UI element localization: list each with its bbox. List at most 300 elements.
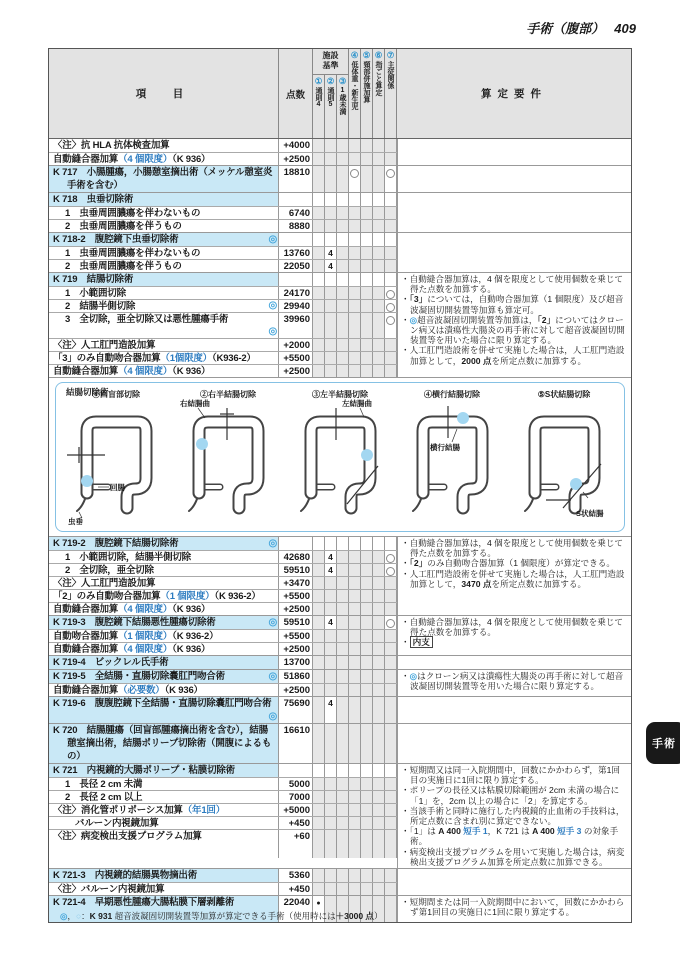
flag-cell [385, 577, 397, 589]
item-cell [49, 551, 279, 563]
note-line [401, 897, 628, 917]
circle-mark [386, 290, 395, 299]
flag-cell [385, 724, 397, 763]
item-cell [49, 830, 279, 858]
diagram-sublabel: 回腸 [110, 483, 125, 492]
flag-cell [373, 166, 385, 192]
diagram-row [49, 377, 631, 537]
text-segment: ・当該手術と同時に施行した内視鏡的止血術の手技料は，所定点数に含まれ別に算定できない。 [401, 805, 625, 827]
table-block [49, 192, 631, 232]
flag-column-label: 1歳未満 [339, 87, 346, 115]
flag-cell [325, 804, 337, 816]
text-segment: （1 個限度） [160, 591, 215, 602]
flag-cell [361, 684, 373, 696]
item-cell [49, 577, 279, 589]
table-lower-section [49, 537, 631, 922]
table-row [49, 364, 397, 377]
flag-cell [313, 603, 325, 615]
flag-cell [373, 537, 385, 550]
item-cell [49, 791, 279, 803]
flag-cell [373, 791, 385, 803]
table-row [49, 351, 397, 364]
notes-cell [397, 764, 631, 868]
item-cell [49, 684, 279, 696]
flag-cell [385, 817, 397, 829]
flag-column-label: 頸部併施加算 [363, 61, 370, 103]
text-segment: 自動縫合器加算 [53, 604, 119, 615]
points-cell: +450 [279, 817, 313, 829]
text-segment: については，自動吻合器加算（1 個限度）及び超音波凝固切開装置等加算も算定可。 [410, 294, 624, 315]
item-cell [49, 643, 279, 655]
text-segment: （年1回） [182, 805, 226, 816]
flag-cell [385, 590, 397, 602]
flag-cell [385, 643, 397, 655]
flag-cell [325, 724, 337, 763]
flag-cell [349, 577, 361, 589]
flag-cell [325, 817, 337, 829]
item-cell [49, 564, 279, 576]
item-cell [49, 869, 279, 882]
text-segment: （K936-2） [211, 353, 256, 364]
text-segment: ＋3000 点 [335, 911, 374, 921]
text-segment: （4 個限度） [118, 644, 173, 655]
points-cell: +2500 [279, 603, 313, 615]
flag-cell [337, 313, 349, 338]
flag-cell [361, 207, 373, 219]
flag-cell [313, 577, 325, 589]
circled-number: ⑦ [386, 50, 395, 60]
text-segment: 内支 [410, 636, 433, 648]
flag-cell [373, 804, 385, 816]
flag-cell [349, 643, 361, 655]
flag-cell [337, 656, 349, 669]
colon-svg-transverse [400, 398, 504, 526]
flag-cell [313, 778, 325, 790]
flag-cell [349, 551, 361, 563]
flag-cell [361, 656, 373, 669]
table-row [49, 563, 397, 576]
flag-column-header [325, 75, 337, 138]
flag-cell [337, 616, 349, 629]
flag-cell [337, 778, 349, 790]
flag-column-header [385, 49, 397, 138]
text-segment: 2 虫垂周囲膿瘍を伴うもの [65, 221, 182, 232]
text-segment: K 721 は [496, 826, 533, 837]
column-header-flags [313, 49, 397, 138]
points-cell: +5500 [279, 590, 313, 602]
text-segment: （4 個限度） [118, 366, 173, 377]
flag-cell [361, 193, 373, 206]
points-cell: 24170 [279, 287, 313, 299]
table-row [49, 550, 397, 563]
circle-mark [386, 316, 395, 325]
text-segment: A 400 [532, 826, 558, 837]
flag-cell [385, 603, 397, 615]
table-row [49, 299, 397, 312]
flag-cell [361, 630, 373, 642]
table-row [49, 616, 397, 629]
text-segment: 〈注〉人工肛門造設加算 [53, 340, 156, 351]
text-segment: K 721-4 早期悪性腫瘍大腸粘膜下層剥離術 [53, 897, 235, 909]
points-cell: 18810 [279, 166, 313, 192]
notes-cell [397, 233, 631, 272]
flag-cell [385, 287, 397, 299]
diagram-sublabel: 横行結腸 [430, 443, 460, 452]
flag-cell [337, 233, 349, 246]
flag-cell [337, 804, 349, 816]
facility-standard-group [313, 49, 349, 138]
flag-cell [313, 339, 325, 351]
colon-diagram-box [55, 382, 625, 532]
page-number: 409 [614, 21, 636, 36]
circle-mark [386, 303, 395, 312]
item-cell [49, 590, 279, 602]
notes-cell [397, 697, 631, 723]
flag-cell [325, 630, 337, 642]
flag-cell [385, 564, 397, 576]
flag-cell [313, 139, 325, 152]
table-block [49, 272, 631, 377]
table-row [49, 777, 397, 790]
flag-cell [337, 287, 349, 299]
flag-cell [373, 590, 385, 602]
points-cell [279, 537, 313, 550]
column-header-requirements: 算定要件 [481, 88, 547, 100]
flag-cell [385, 869, 397, 882]
flag-cell [349, 778, 361, 790]
flag-cell [361, 551, 373, 563]
text-segment: ・ [401, 314, 410, 325]
flag-cell [349, 352, 361, 364]
note-line [401, 617, 628, 637]
text-segment: K 719 結腸切除術 [53, 274, 134, 285]
flag-cell [325, 791, 337, 803]
text-segment: 1 虫垂周囲膿瘍を伴わないもの [65, 208, 201, 219]
flag-cell [361, 817, 373, 829]
block-rows [49, 233, 397, 272]
flag-cell [313, 352, 325, 364]
flag-cell [373, 830, 385, 858]
flag-cell [349, 656, 361, 669]
flag-cell [385, 896, 397, 922]
notes-cell [397, 724, 631, 763]
flag-cell [313, 551, 325, 563]
flag-cell [373, 616, 385, 629]
circle-mark [350, 169, 359, 178]
flag-cell [325, 352, 337, 364]
note-line [401, 274, 628, 294]
flag-cell [373, 153, 385, 165]
points-cell: +5500 [279, 630, 313, 642]
fee-table [48, 48, 632, 923]
flag-cell [325, 643, 337, 655]
diagram-label: ⑤S状結腸切除 [537, 390, 591, 399]
circled-number: ⑥ [374, 50, 383, 60]
text-segment: （4 個限度） [118, 154, 173, 165]
flag-cell [385, 247, 397, 259]
table-row [49, 312, 397, 338]
text-segment: K 719-5 全結腸・直腸切除嚢肛門吻合術 [53, 671, 225, 682]
text-segment: （1 個限度） [118, 631, 173, 642]
text-segment: 「2」のみ自動吻合器加算 [53, 591, 161, 602]
note-line [401, 806, 628, 826]
footnote [60, 910, 382, 922]
flag-number: 4 [325, 260, 337, 272]
double-circle-mark: ◎ [268, 711, 277, 722]
points-cell: +5000 [279, 804, 313, 816]
points-cell: +60 [279, 830, 313, 858]
text-segment: K 719-3 腹腔鏡下結腸悪性腫瘍切除術 [53, 617, 216, 628]
flag-cell [325, 830, 337, 858]
flag-cell [349, 166, 361, 192]
table-row [49, 206, 397, 219]
flag-column-label: 通則5 [327, 87, 334, 108]
flag-cell [373, 883, 385, 895]
text-segment: （K 936） [172, 644, 211, 655]
text-segment: ◎ [409, 314, 418, 325]
diagram-sublabel: 左結腸曲 [342, 399, 372, 408]
flag-cell [313, 564, 325, 576]
flag-cell [385, 630, 397, 642]
flag-cell [313, 233, 325, 246]
notes-cell [397, 273, 631, 377]
flag-cell [337, 684, 349, 696]
side-tab: 手術 [646, 722, 680, 764]
flag-cell [313, 247, 325, 259]
flag-cell [385, 883, 397, 895]
flag-cell [361, 791, 373, 803]
flag-cell [385, 764, 397, 777]
text-segment: ・自動縫合器加算は，4 個を限度として使用個数を乗じて得た点数を加算する。 [401, 617, 624, 638]
flag-cell [361, 300, 373, 312]
text-segment: （K 936-2） [214, 591, 261, 602]
table-row [49, 697, 397, 723]
block-rows [49, 273, 397, 377]
table-row [49, 589, 397, 602]
flag-cell [373, 352, 385, 364]
item-cell [49, 697, 279, 723]
flag-cell [361, 603, 373, 615]
flag-cell [349, 869, 361, 882]
double-circle-mark: ◎ [268, 300, 277, 311]
table-row [49, 602, 397, 615]
text-segment: ・自動縫合器加算は，4 個を限度として使用個数を乗じて得た点数を加算する。 [401, 274, 624, 295]
flag-cell [385, 670, 397, 683]
flag-cell [337, 603, 349, 615]
flag-cell [313, 830, 325, 858]
colon-svg-right-hemi [176, 398, 280, 526]
flag-cell [313, 365, 325, 377]
notes-cell [397, 670, 631, 696]
flag-cell [313, 643, 325, 655]
text-segment: K 720 結腸腫瘍（回盲部腫瘍摘出術を含む），結腸憩室摘出術，結腸ポリープ切除術（開腹によるもの） [53, 725, 272, 762]
points-cell [279, 233, 313, 246]
item-cell [49, 616, 279, 629]
colon-svg-left-hemi [288, 398, 392, 526]
flag-cell [325, 300, 337, 312]
flag-cell [361, 590, 373, 602]
flag-cell [349, 630, 361, 642]
table-row [49, 152, 397, 165]
flag-cell [337, 220, 349, 232]
points-cell: 51860 [279, 670, 313, 683]
flag-cell [373, 313, 385, 338]
text-segment: ◎ [409, 671, 418, 681]
points-cell: 22050 [279, 260, 313, 272]
table-upper-section [49, 139, 631, 377]
flag-cell [373, 697, 385, 723]
text-segment: 3470 点 [461, 578, 492, 589]
points-cell: 29940 [279, 300, 313, 312]
flag-column-header [313, 75, 325, 138]
text-segment: （K 936-2） [172, 631, 219, 642]
note-line [401, 785, 628, 805]
item-cell [49, 220, 279, 232]
flag-cell [337, 697, 349, 723]
flag-cell [373, 869, 385, 882]
text-segment: 自動縫合器加算 [53, 685, 119, 696]
flag-cell [349, 339, 361, 351]
table-row [49, 273, 397, 286]
flag-cell [385, 313, 397, 338]
flag-cell [361, 139, 373, 152]
column-header-item: 項 目 [49, 49, 279, 138]
text-segment: 2 長径 2 cm 以上 [65, 792, 143, 803]
text-segment: 2 虫垂周囲膿瘍を伴うもの [65, 261, 182, 272]
text-segment: ・ [401, 558, 410, 569]
diagram-label: ③左半結腸切除 [312, 390, 368, 399]
text-segment: K 719-4 ビックレル氏手術 [53, 657, 169, 668]
flag-cell [349, 273, 361, 286]
flag-cell [325, 153, 337, 165]
note-line [401, 826, 628, 846]
flag-cell [385, 684, 397, 696]
flag-cell [337, 352, 349, 364]
flag-cell [325, 365, 337, 377]
flag-cell [349, 287, 361, 299]
text-segment: 1 小範囲切除，結腸半側切除 [65, 552, 191, 563]
flag-cell [349, 724, 361, 763]
item-cell [49, 313, 279, 338]
flag-cell [385, 697, 397, 723]
flag-cell [361, 670, 373, 683]
text-segment: のみ自動吻合器加算（1 個限度）が算定できる。 [427, 558, 615, 569]
flag-cell [385, 300, 397, 312]
flag-cell [325, 537, 337, 550]
flag-cell [349, 791, 361, 803]
circle-mark [386, 554, 395, 563]
text-segment: 〈注〉抗 HLA 抗体検査加算 [53, 140, 170, 151]
text-segment: 自動縫合器加算 [53, 644, 119, 655]
flag-cell [337, 166, 349, 192]
note-line [401, 637, 628, 647]
colon-diagram-4 [396, 386, 508, 531]
table-row [49, 219, 397, 232]
table-block [49, 723, 631, 763]
flag-cell [337, 630, 349, 642]
flag-cell [361, 273, 373, 286]
item-cell [49, 207, 279, 219]
flag-cell [373, 233, 385, 246]
table-block [49, 655, 631, 669]
item-cell [49, 166, 279, 192]
points-cell: 75690 [279, 697, 313, 723]
points-cell: 5360 [279, 869, 313, 882]
flag-cell [337, 339, 349, 351]
flag-cell [361, 577, 373, 589]
flag-cell [325, 233, 337, 246]
points-cell: 22040 [279, 896, 313, 922]
flag-column-header [373, 49, 385, 138]
text-segment: （K 936） [172, 154, 211, 165]
item-cell [49, 339, 279, 351]
flag-cell [361, 313, 373, 338]
column-header-points: 点数 [279, 49, 313, 138]
item-cell [49, 804, 279, 816]
text-segment: 2000 点 [461, 355, 492, 366]
flag-cell [337, 883, 349, 895]
flag-cell [349, 220, 361, 232]
flag-cell [349, 616, 361, 629]
flag-cell [361, 616, 373, 629]
item-cell [49, 287, 279, 299]
text-segment: についてはクローン病又は潰瘍性大腸炎の再手術に対して超音波凝固切開装置等を用いた場合に限り算定する。 [410, 314, 625, 346]
colon-diagram-1 [60, 386, 172, 531]
text-segment: 超音波凝固切開装置等加算が算定できる手術（使用時には [114, 911, 336, 921]
flag-cell [337, 830, 349, 858]
flag-cell [385, 207, 397, 219]
flag-cell [373, 724, 385, 763]
diagram-sublabel: 右結腸曲 [180, 399, 210, 408]
text-segment: ・短期間又は同一入院期間中，回数にかかわらず，第1回目の実施日に1回に限り算定する。 [401, 765, 620, 786]
flag-cell [325, 313, 337, 338]
flag-cell [337, 791, 349, 803]
flag-cell [313, 153, 325, 165]
flag-cell [361, 287, 373, 299]
flag-cell [385, 616, 397, 629]
flag-cell [349, 193, 361, 206]
note-line [401, 558, 628, 568]
flag-cell [373, 817, 385, 829]
flag-cell [325, 207, 337, 219]
points-cell: +4000 [279, 139, 313, 152]
flag-cell [373, 273, 385, 286]
text-segment: （4 個限度） [118, 604, 173, 615]
flag-cell [361, 883, 373, 895]
flag-cell [325, 656, 337, 669]
flag-cell [337, 670, 349, 683]
flag-cell [373, 630, 385, 642]
circled-number: ① [314, 76, 323, 86]
text-segment: ○ [75, 911, 82, 921]
flag-cell [361, 365, 373, 377]
text-segment: ・人工肛門造設術を併せて実施した場合は，人工肛門造設加算として， [401, 568, 625, 589]
flag-cell [373, 220, 385, 232]
flag-cell [313, 207, 325, 219]
flag-cell [337, 139, 349, 152]
points-cell: 59510 [279, 616, 313, 629]
flag-column-label: 主従関係 [387, 61, 394, 89]
text-segment: ） [373, 911, 383, 921]
flag-column-header [361, 49, 373, 138]
table-row [49, 139, 397, 152]
flag-cell [325, 778, 337, 790]
flag-cell [349, 139, 361, 152]
colon-diagram-3 [284, 386, 396, 531]
table-row [49, 537, 397, 550]
notes-cell [397, 166, 631, 192]
text-segment: 自動縫合器加算 [53, 366, 119, 377]
